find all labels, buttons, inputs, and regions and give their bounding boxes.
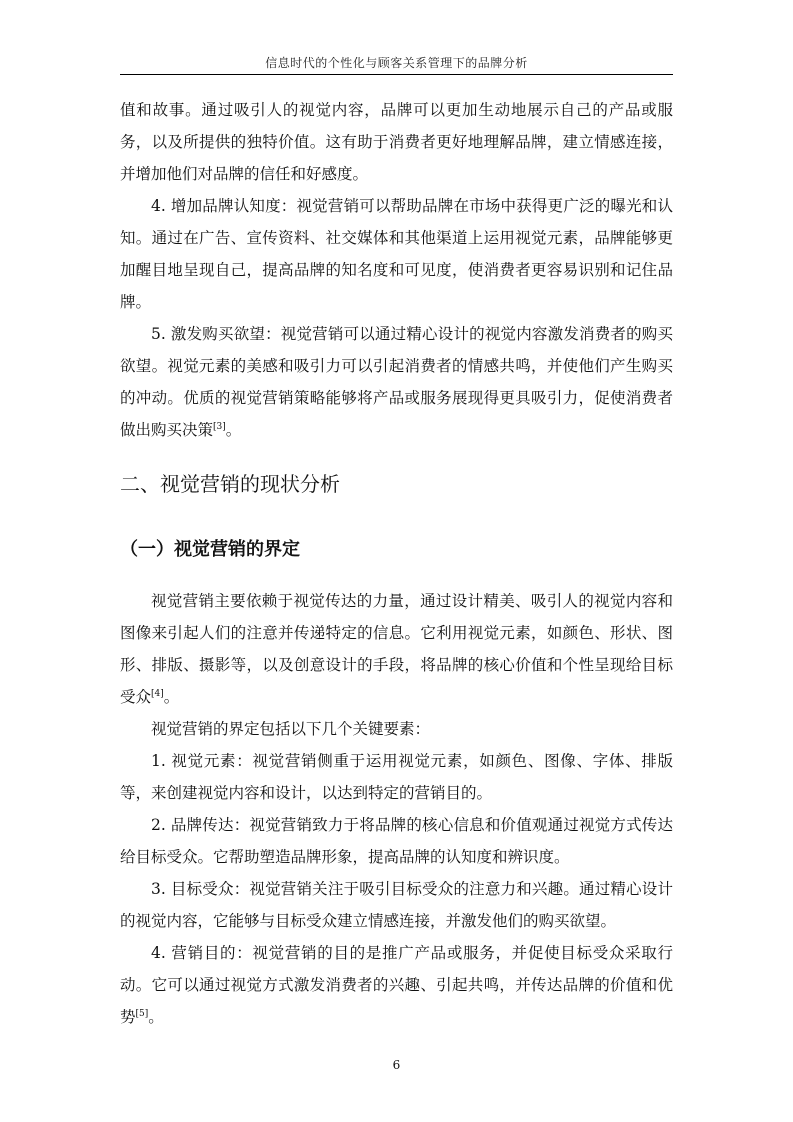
list-item-target-audience: 3. 目标受众：视觉营销关注于吸引目标受众的注意力和兴趣。通过精心设计的视觉内容，它能够与目标受众建立情感连接，并激发他们的购买欲望。 [120, 880, 673, 930]
citation-ref: [5] [135, 1008, 149, 1019]
citation-ref: [4] [151, 688, 164, 699]
list-item-visual-elements: 1. 视觉元素：视觉营销侧重于运用视觉元素，如颜色、图像、字体、排版等，来创建视觉内容和设计，以达到特定的营销目的。 [120, 752, 673, 802]
paragraph-purchase-desire: 5. 激发购买欲望：视觉营销可以通过精心设计的视觉内容激发消费者的购买欲望。视觉元素的美感和吸引力可以引起消费者的情感共鸣，并使他们产生购买的冲动。优质的视觉营销策略能够将产品或服务展现得更具吸引力，促使消费者做出购买决策[3]。 [120, 325, 673, 439]
section-heading: 二、视觉营销的现状分析 [120, 472, 340, 496]
list-item-marketing-purpose: 4. 营销目的：视觉营销的目的是推广产品或服务，并促使目标受众采取行动。它可以通过视觉方式激发消费者的兴趣、引起共鸣，并传达品牌的价值和优势[5]。 [120, 944, 673, 1026]
paragraph-definition: 视觉营销主要依赖于视觉传达的力量，通过设计精美、吸引人的视觉内容和图像来引起人们的注意并传递特定的信息。它利用视觉元素，如颜色、形状、图形、排版、摄影等，以及创意设计的手段，将品牌的核心价值和个性呈现给目标受众[4]。 [120, 592, 673, 706]
definition-text-block [120, 585, 673, 1033]
paragraph-continuation: 值和故事。通过吸引人的视觉内容，品牌可以更加生动地展示自己的产品或服务，以及所提供的独特价值。这有助于消费者更好地理解品牌，建立情感连接，并增加他们对品牌的信任和好感度。 [120, 101, 673, 183]
subsection-heading: （一）视觉营销的界定 [120, 539, 300, 560]
list-item-brand-communication: 2. 品牌传达：视觉营销致力于将品牌的核心信息和价值观通过视觉方式传达给目标受众。它帮助塑造品牌形象，提高品牌的认知度和辨识度。 [120, 816, 673, 866]
citation-ref: [3] [213, 421, 226, 432]
running-header: 信息时代的个性化与顾客关系管理下的品牌分析 [265, 56, 528, 70]
page-number: 6 [392, 1058, 401, 1072]
paragraph-brand-awareness: 4. 增加品牌认知度：视觉营销可以帮助品牌在市场中获得更广泛的曝光和认知。通过在广告、宣传资料、社交媒体和其他渠道上运用视觉元素，品牌能够更加醒目地呈现自己，提高品牌的知名度和可见度，使消费者更容易识别和记住品牌。 [120, 197, 673, 311]
header-rule [120, 74, 673, 75]
intro-text-block [120, 94, 673, 446]
paragraph-key-elements-intro: 视觉营销的界定包括以下几个关键要素： [151, 720, 431, 738]
